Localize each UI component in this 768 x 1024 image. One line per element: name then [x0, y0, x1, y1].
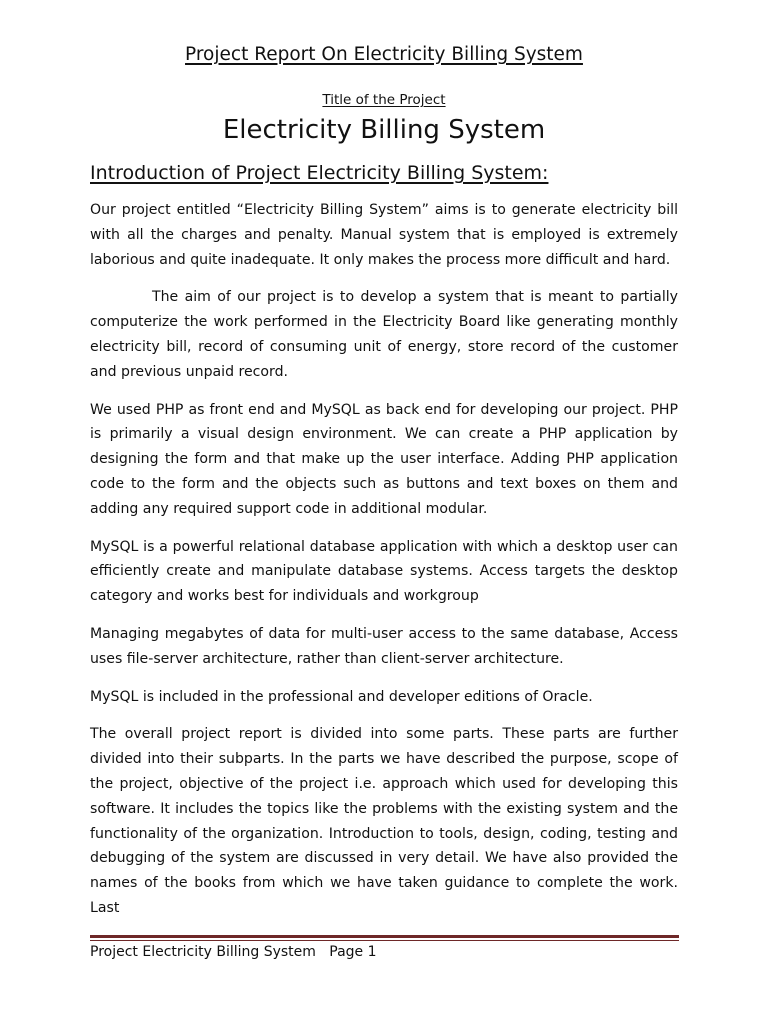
section-heading: Introduction of Project Electricity Billing System: — [90, 162, 549, 184]
project-title: Electricity Billing System — [222, 115, 546, 145]
body-text — [90, 198, 678, 921]
page-footer: Project Electricity Billing System Page 1 — [90, 944, 377, 960]
paragraph: We used PHP as front end and MySQL as back end for developing our project. PHP is primarily a visual design environment. We can create a PHP application by designing the form and that make up the user interface. Adding PHP application code to the form and the objects such as buttons and text boxes on them and adding any required support code in additional modular. — [90, 401, 678, 517]
paragraph: The aim of our project is to develop a system that is meant to partially computerize the work performed in the Electricity Board like generating monthly electricity bill, record of consuming unit of energy, store record of the customer and previous unpaid record. — [90, 289, 678, 380]
paragraph: Managing megabytes of data for multi-user access to the same database, Access uses file-server architecture, rather than client-server architecture. — [90, 625, 678, 667]
paragraph: Our project entitled “Electricity Billing System” aims is to generate electricity bill with all the charges and penalty. Manual system that is employed is extremely laborious and quite inadequate. It only makes the process more difficult and hard. — [90, 202, 678, 268]
project-title-label: Title of the Project — [322, 92, 446, 108]
footer-rule-thin — [90, 940, 679, 941]
footer-rule-thick — [90, 935, 679, 938]
paragraph: MySQL is a powerful relational database application with which a desktop user can efficiently create and manipulate database systems. Access targets the desktop category and works best for individuals and workgroup — [90, 538, 678, 605]
document-title: Project Report On Electricity Billing System — [185, 44, 583, 65]
paragraph: MySQL is included in the professional and developer editions of Oracle. — [90, 688, 593, 705]
paragraph: The overall project report is divided into some parts. These parts are further divided into their subparts. In the parts we have described the purpose, scope of the project, objective of the project i.e. approach which used for developing this software. It includes the topics like the problems with the existing system and the functionality of the organization. Introduction to tools, design, coding, testing and debugging of the system are discussed in very detail. We have also provided the names of the books from which we have taken guidance to complete the work. Last — [90, 726, 678, 916]
